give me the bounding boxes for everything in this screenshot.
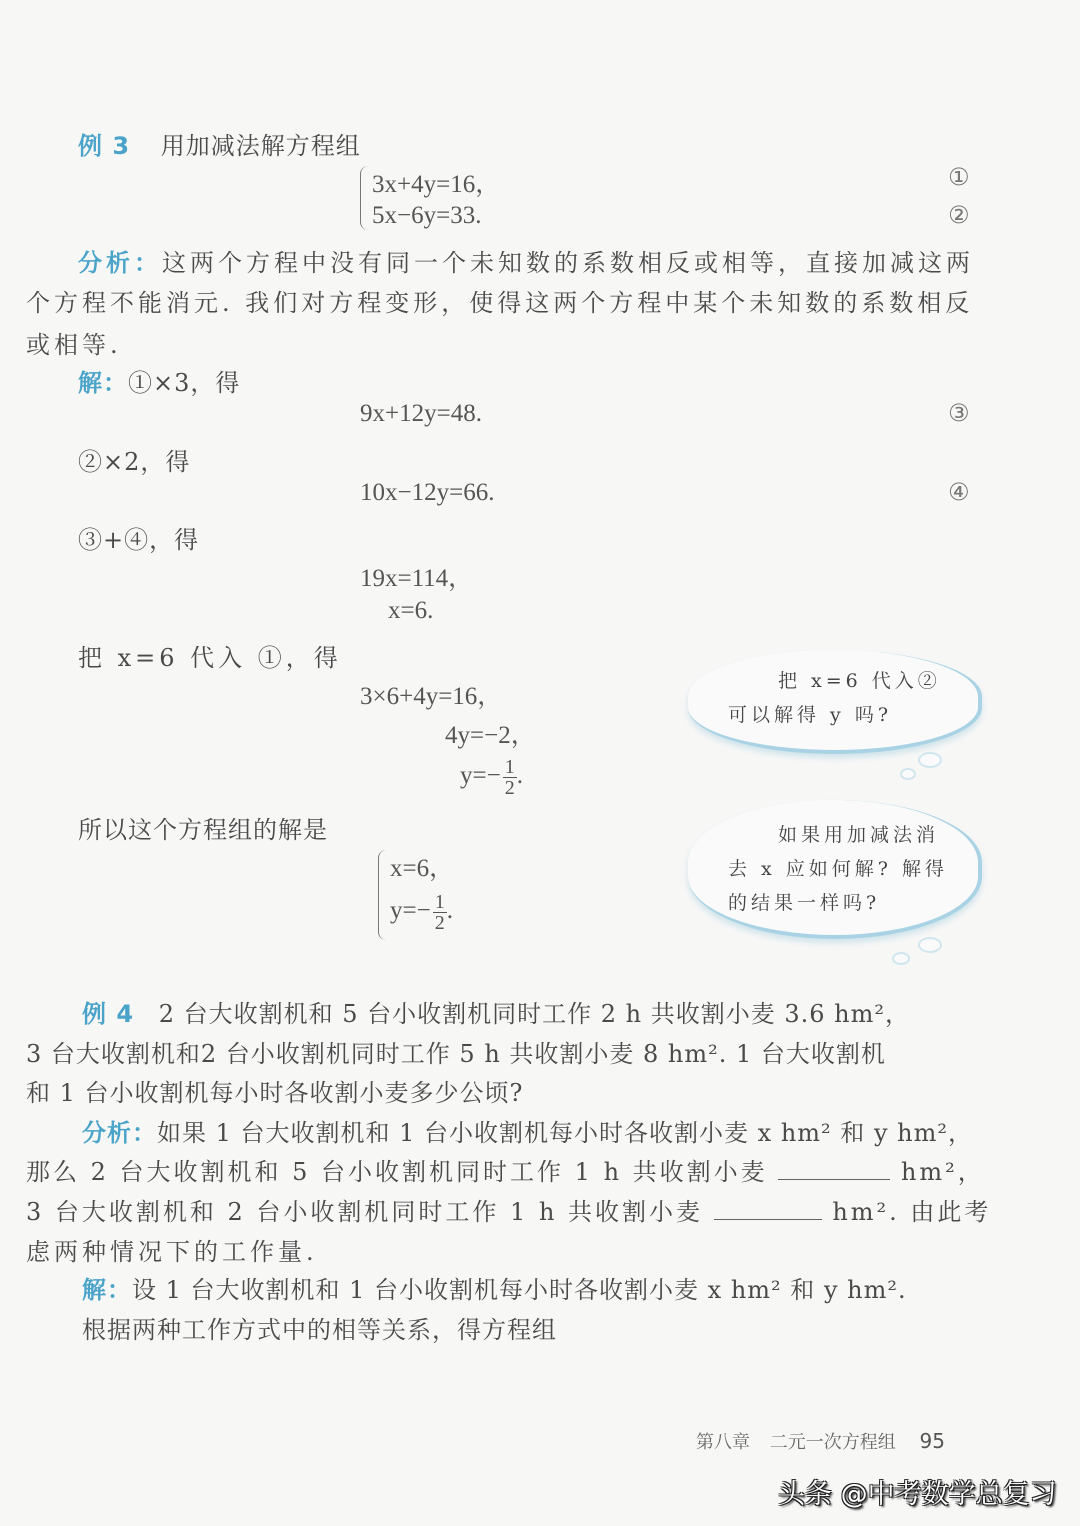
example4-analysis-line-2: 那么 2 台大收割机和 5 台小收割机同时工作 1 h 共收割小麦 hm²， bbox=[26, 1158, 985, 1186]
page-number: 95 bbox=[919, 1429, 945, 1453]
example4-label: 例 4 bbox=[82, 1000, 135, 1028]
analysis-label: 分析： bbox=[78, 249, 162, 277]
sub-equation-2: 4y=−2， bbox=[445, 722, 536, 749]
example4-line-1: 例 4 2 台大收割机和 5 台小收割机同时工作 2 h 共收割小麦 3.6 hm²， bbox=[82, 1000, 911, 1028]
equation-1: 3x+4y=16， bbox=[372, 171, 501, 198]
conclusion-text: 所以这个方程组的解是 bbox=[78, 816, 328, 844]
cloud-bubble bbox=[900, 768, 916, 780]
example4-analysis-line-1: 分析：如果 1 台大收割机和 1 台小收割机每小时各收割小麦 x hm² 和 y hm²， bbox=[82, 1119, 973, 1147]
tag-2: ② bbox=[948, 201, 970, 229]
example3-analysis-line-1: 分析：这两个方程中没有同一个未知数的系数相反或相等，直接加减这两 bbox=[78, 249, 974, 277]
answer-x: x=6， bbox=[390, 855, 455, 882]
cloud-1-line-1: 把 x=6 代入② bbox=[778, 670, 941, 692]
equation-5: 19x=114， bbox=[360, 565, 474, 592]
analysis-label: 分析： bbox=[82, 1119, 157, 1147]
example3-label: 例 3 bbox=[78, 132, 131, 160]
cloud-2-line-3: 的结果一样吗? bbox=[728, 892, 881, 914]
solution-step-1: 解：①×3，得 bbox=[78, 369, 241, 397]
fill-blank-2[interactable] bbox=[714, 1199, 822, 1220]
sub-equation-1: 3×6+4y=16， bbox=[360, 683, 503, 710]
page-footer bbox=[696, 1428, 945, 1454]
cloud-2-line-2: 去 x 应如何解? 解得 bbox=[728, 858, 949, 880]
example4-solution-line-1: 解：设 1 台大收割机和 1 台小收割机每小时各收割小麦 x hm² 和 y hm². bbox=[82, 1276, 907, 1304]
solution-label: 解： bbox=[78, 369, 128, 397]
cloud-bubble bbox=[892, 952, 910, 965]
example4-solution-line-2: 根据两种工作方式中的相等关系，得方程组 bbox=[82, 1316, 557, 1344]
cloud-bubble bbox=[918, 937, 942, 953]
solution-step-3: ③+④，得 bbox=[78, 526, 200, 554]
example3-title: 用加减法解方程组 bbox=[160, 132, 361, 160]
equation-3: 9x+12y=48. bbox=[360, 400, 482, 427]
cloud-bubble bbox=[918, 752, 942, 768]
sub-equation-3: y=− $\frac{1}{2}$ . bbox=[460, 756, 523, 799]
equation-2: 5x−6y=33. bbox=[372, 202, 482, 229]
example3-analysis-line-2: 个方程不能消元. 我们对方程变形，使得这两个方程中某个未知数的系数相反 bbox=[26, 289, 974, 317]
chapter-number: 第八章 bbox=[696, 1432, 750, 1453]
tag-3: ③ bbox=[948, 399, 970, 427]
example4-analysis-line-3: 3 台大收割机和 2 台小收割机同时工作 1 h 共收割小麦 hm². 由此考 bbox=[26, 1198, 992, 1226]
system-brace bbox=[360, 166, 369, 230]
example3-analysis-line-3: 或相等. bbox=[26, 331, 122, 359]
example4-line-2: 3 台大收割机和2 台小收割机同时工作 5 h 共收割小麦 8 hm². 1 台大收割机 bbox=[26, 1040, 886, 1068]
example3-heading bbox=[78, 126, 361, 161]
cloud-1-line-2: 可以解得 y 吗? bbox=[728, 704, 892, 726]
solution-label: 解： bbox=[82, 1276, 132, 1304]
tag-4: ④ bbox=[948, 478, 970, 506]
example4-line-3: 和 1 台小收割机每小时各收割小麦多少公顷? bbox=[26, 1079, 524, 1107]
chapter-title: 二元一次方程组 bbox=[769, 1432, 896, 1453]
tag-1: ① bbox=[948, 163, 970, 191]
equation-6: x=6. bbox=[388, 597, 434, 624]
solution-step-2: ②×2，得 bbox=[78, 448, 191, 476]
equation-4: 10x−12y=66. bbox=[360, 479, 495, 506]
substitute-text: 把 x=6 代入 ①，得 bbox=[78, 644, 342, 672]
answer-y: y=− $\frac{1}{2}$ . bbox=[390, 891, 453, 934]
example4-analysis-line-4: 虑两种情况下的工作量. bbox=[26, 1238, 318, 1266]
fill-blank-1[interactable] bbox=[778, 1159, 890, 1180]
answer-brace bbox=[378, 850, 387, 940]
cloud-2-line-1: 如果用加减法消 bbox=[778, 824, 940, 846]
watermark: 头条 @中考数学总复习 bbox=[778, 1479, 1057, 1510]
